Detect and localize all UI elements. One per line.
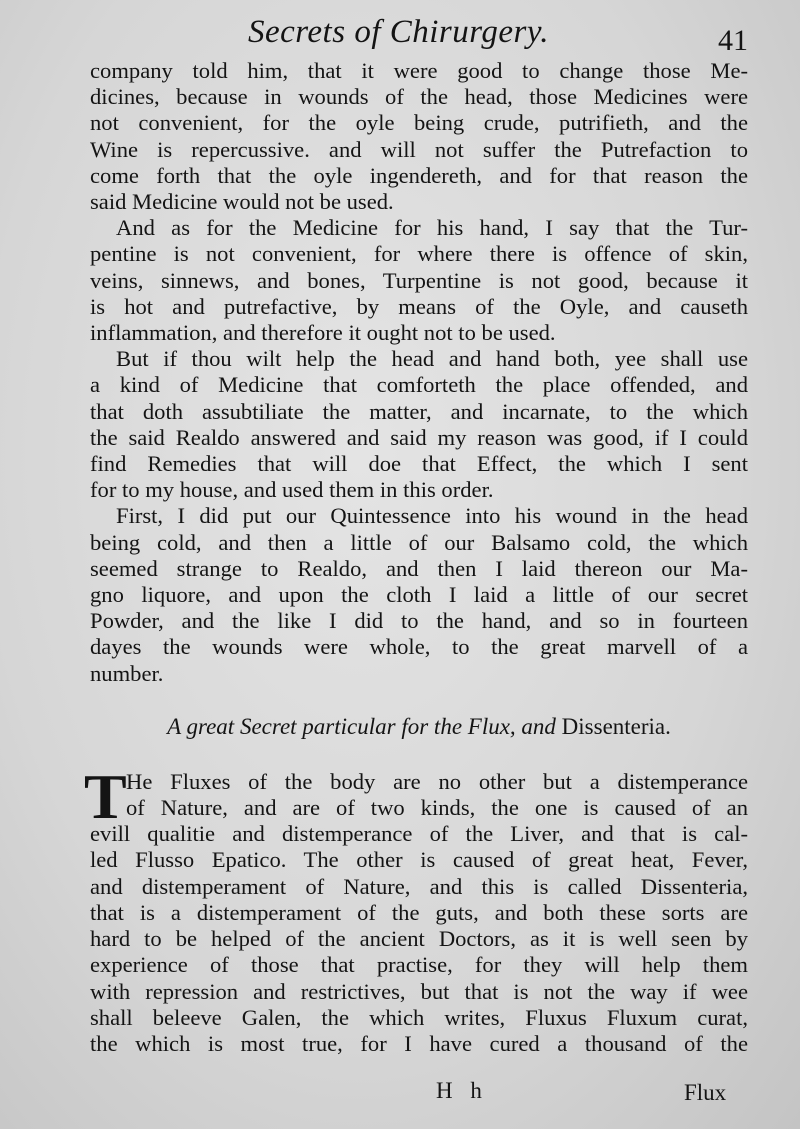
text-line: hard to be helped of the ancient Doctors, as it is well seen by	[90, 926, 748, 952]
text-line: that is a distemperament of the guts, and both these sorts are	[90, 899, 748, 925]
text-line: is hot and putrefactive, by means of the Oyle, and causeth	[90, 293, 748, 319]
text-line: shall beleeve Galen, the which writes, Fluxus Fluxum curat,	[90, 1004, 748, 1030]
text-line: said Medicine would not be used.	[90, 189, 394, 215]
signature-mark: H h	[436, 1078, 488, 1103]
paragraph-2	[90, 215, 748, 346]
running-head	[0, 10, 800, 58]
paragraph-4	[90, 503, 748, 686]
text-line: gno liquore, and upon the cloth I laid a little of our secret	[90, 582, 748, 608]
text-line: But if thou wilt help the head and hand both, yee shall use	[116, 346, 748, 372]
page-number: 41	[718, 24, 748, 57]
page-footer	[0, 1078, 800, 1108]
text-line: not convenient, for the oyle being crude, putrifieth, and the	[90, 110, 748, 136]
text-line: the said Realdo answered and said my reason was good, if I could	[90, 424, 748, 450]
text-line: pentine is not convenient, for where there is offence of skin,	[90, 241, 748, 267]
text-line: dicines, because in wounds of the head, those Medicines were	[90, 84, 748, 110]
section-heading-roman: Dissenteria.	[561, 713, 671, 739]
text-line: a kind of Medicine that comforteth the place offended, and	[90, 372, 748, 398]
paragraph-1	[90, 58, 748, 215]
text-line: the which is most true, for I have cured a thousand of the	[90, 1030, 748, 1056]
section-heading	[90, 713, 748, 741]
text-line: being cold, and then a little of our Balsamo cold, the which	[90, 529, 748, 555]
text-line: of Nature, and are of two kinds, the one is caused of an	[126, 795, 748, 821]
text-line: seemed strange to Realdo, and then I laid thereon our Ma-	[90, 555, 748, 581]
drop-cap: T	[84, 760, 127, 832]
text-line: experience of those that practise, for they will help them	[90, 952, 748, 978]
text-line: Wine is repercussive. and will not suffer the Putrefaction to	[90, 136, 748, 162]
paragraph-3	[90, 346, 748, 503]
text-line: and distemperament of Nature, and this is called Dissenteria,	[90, 873, 748, 899]
text-line: First, I did put our Quintessence into his wound in the head	[116, 503, 748, 529]
text-line: inflammation, and therefore it ought not to be used.	[90, 320, 556, 346]
text-line: number.	[90, 660, 164, 686]
text-line: Powder, and the like I did to the hand, and so in fourteen	[90, 608, 748, 634]
paragraph-5	[84, 760, 748, 1057]
text-line: dayes the wounds were whole, to the great marvell of a	[90, 634, 748, 660]
section-heading-italic: A great Secret particular for the Flux,	[167, 713, 516, 739]
catchword: Flux	[684, 1080, 727, 1105]
text-line: led Flusso Epatico. The other is caused of great heat, Fever,	[90, 847, 748, 873]
text-line: come forth that the oyle ingendereth, and for that reason the	[90, 162, 748, 188]
text-line: that doth assubtiliate the matter, and incarnate, to the which	[90, 398, 748, 424]
running-title: Secrets of Chirurgery.	[248, 14, 549, 50]
section-heading-and: and	[521, 713, 556, 739]
text-line: veins, sinnews, and bones, Turpentine is not good, because it	[90, 267, 748, 293]
text-line: for to my house, and used them in this order.	[90, 477, 494, 503]
text-line: with repression and restrictives, but that is not the way if wee	[90, 978, 748, 1004]
text-line: find Remedies that will doe that Effect, the which I sent	[90, 451, 748, 477]
text-line: company told him, that it were good to change those Me-	[90, 58, 748, 83]
body-text	[84, 58, 748, 1057]
text-line: evill qualitie and distemperance of the Liver, and that is cal-	[90, 821, 748, 847]
text-line: And as for the Medicine for his hand, I say that the Tur-	[116, 215, 748, 241]
text-line: He Fluxes of the body are no other but a distemperance	[126, 768, 748, 794]
